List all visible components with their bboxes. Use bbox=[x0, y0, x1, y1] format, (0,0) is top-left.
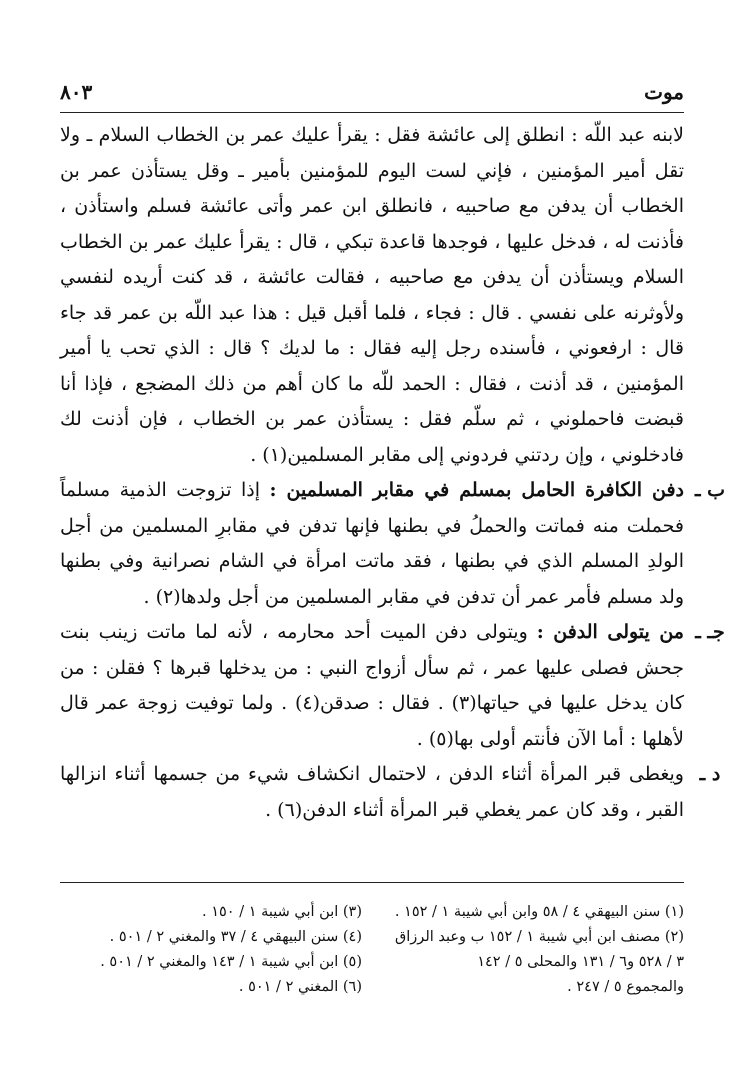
intro-paragraph: لابنه عبد اللّه : انطلق إلى عائشة فقل : يقرأ عليك عمر بن الخطاب السلام ـ ولا تقل أمير المؤمنين ، فإني لست اليوم للمؤمنين بأمير ـ وقل يستأذن عمر بن الخطاب أن يدفن مع صاحبيه ، فانطلق ابن عمر وأتى عائشة فسلم واستأذن ، فأذنت له ، فدخل عليها ، فوجدها قاعدة تبكي ، قال : يقرأ عليك عمر بن الخطاب السلام ويستأذن أن يدفن مع صاحبيه ، فقالت عائشة ، قد كنت أريده لنفسي ولأوثرنه على نفسي . قال : فجاء ، فلما أقبل قيل : هذا عبد اللّه بن عمر قد جاء قال : ارفعوني ، فأسنده رجل إليه فقال : ما لديك ؟ قال : الذي تحب يا أمير المؤمنين ، قد أذنت ، فقال : الحمد للّه ما كان أهم من ذلك المضجع ، فإذا أنا قبضت فاحملوني ، ثم سلّم فقل : يستأذن عمر بن الخطاب ، فإن أذنت لك فادخلوني ، وإن ردتني فردوني إلى مقابر المسلمين(١) . bbox=[60, 124, 684, 466]
section-b bbox=[60, 473, 726, 615]
section-title: من يتولى الدفن : bbox=[536, 621, 684, 643]
footnote: ٣ / ٥٢٨ و٦ / ١٣١ والمحلى ٥ / ١٤٢ bbox=[477, 954, 684, 970]
section-j bbox=[60, 615, 725, 757]
section-marker: د ـ bbox=[699, 763, 721, 785]
footnotes-right-column bbox=[382, 900, 684, 1000]
footnote: (٦) المغني ٢ / ٥٠١ . bbox=[238, 979, 362, 995]
page-header bbox=[60, 78, 684, 106]
section-text: إذا تزوجت الذمية مسلماً فحملت منه فماتت والحملُ في بطنها فإنها تدفن في مقابرِ المسلمين من أجل الولدِ المسلم الذي في بطنها ، فقد ماتت امرأة في الشام نصرانية وفي بطنها ولد مسلم فأمر عمر أن تدفن في مقابر المسلمين من أجل ولدها(٢) . bbox=[60, 479, 684, 608]
section-paragraph bbox=[60, 473, 684, 615]
footnote: (١) سنن البيهقي ٤ / ٥٨ وابن أبي شيبة ١ / ١٥٢ . bbox=[394, 904, 684, 920]
footnotes bbox=[60, 900, 684, 1000]
header-rule bbox=[60, 112, 684, 113]
footnote: (٣) ابن أبي شيبة ١ / ١٥٠ . bbox=[202, 904, 362, 920]
footnote: والمجموع ٥ / ٢٤٧ . bbox=[567, 979, 684, 995]
footnote: (٤) سنن البيهقي ٤ / ٣٧ والمغني ٢ / ٥٠١ . bbox=[109, 929, 362, 945]
section-d bbox=[60, 757, 721, 828]
section-text: ويغطى قبر المرأة أثناء الدفن ، لاحتمال انكشاف شيء من جسمها أثناء انزالها القبر ، وقد كان عمر يغطي قبر المرأة أثناء الدفن(٦) . bbox=[60, 763, 684, 821]
section-marker: جـ ـ bbox=[695, 621, 725, 643]
main-text bbox=[60, 118, 726, 828]
footnotes-left-column bbox=[60, 900, 362, 1000]
page-number: ٨٠٣ bbox=[60, 80, 93, 104]
section-marker: ب ـ bbox=[694, 479, 726, 501]
footnote: (٥) ابن أبي شيبة ١ / ١٤٣ والمغني ٢ / ٥٠١ . bbox=[100, 954, 362, 970]
section-paragraph bbox=[60, 757, 684, 828]
footnote-rule bbox=[60, 882, 684, 883]
section-title: دفن الكافرة الحامل بمسلم في مقابر المسلمين : bbox=[269, 479, 685, 501]
section-text: ويتولى دفن الميت أحد محارمه ، لأنه لما ماتت زينب بنت جحش فصلى عليها عمر ، ثم سأل أزواج النبي : من يدخلها قبرها ؟ فقلن : من كان يدخل عليها في حياتها(٣) . فقال : صدقن(٤) . ولما توفيت زوجة عمر قال لأهلها : أما الآن فأنتم أولى بها(٥) . bbox=[60, 621, 684, 750]
footnote: (٢) مصنف ابن أبي شيبة ١ / ١٥٢ ب وعبد الرزاق bbox=[395, 929, 684, 945]
chapter-title: موت bbox=[644, 80, 684, 104]
section-paragraph bbox=[60, 615, 684, 757]
